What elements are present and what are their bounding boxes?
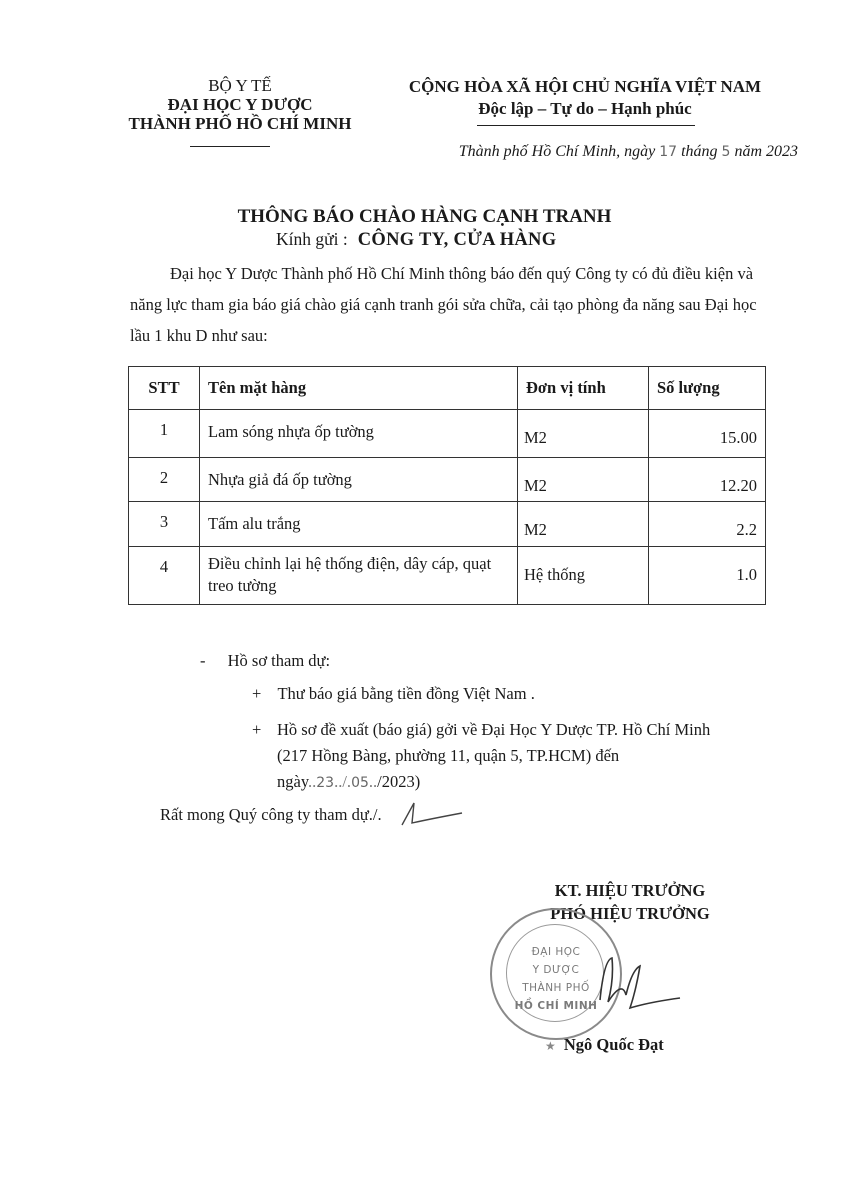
- plus-bullet: +: [252, 720, 262, 739]
- issuer-block: [105, 76, 375, 133]
- stamp-line4: HỒ CHÍ MINH: [514, 1000, 598, 1012]
- header-unit: Đơn vị tính: [518, 367, 649, 410]
- deadline-month: 05: [351, 775, 369, 791]
- date-month: 5: [721, 144, 731, 160]
- signatory-name-line: [545, 1035, 664, 1055]
- row-unit: Hệ thống: [518, 547, 649, 605]
- submission-line1: Hồ sơ đề xuất (báo giá) gởi về Đại Học Y Dược TP. Hồ Chí Minh: [277, 720, 711, 739]
- stamp-line1: ĐẠI HỌC: [531, 946, 581, 958]
- row-quantity: 2.2: [649, 502, 766, 547]
- header-quantity: Số lượng: [649, 367, 766, 410]
- row-stt: 4: [129, 547, 200, 605]
- header-stt: STT: [129, 367, 200, 410]
- table-header-row: [129, 367, 766, 410]
- dash-bullet: -: [200, 651, 206, 670]
- row-stt: 3: [129, 502, 200, 547]
- row-item-name: Tấm alu trắng: [200, 502, 518, 547]
- row-unit: M2: [518, 458, 649, 502]
- row-item-name: Điều chỉnh lại hệ thống điện, dây cáp, quạt treo tường: [200, 547, 518, 605]
- issuer-underline: [190, 146, 270, 147]
- requirement-text: Thư báo giá bằng tiền đồng Việt Nam .: [277, 684, 535, 703]
- deadline-year: 2023: [381, 772, 415, 791]
- header-item-name: Tên mặt hàng: [200, 367, 518, 410]
- initials-scribble: [390, 795, 470, 835]
- submission-line2: (217 Hồng Bàng, phường 11, quận 5, TP.HCM) đến: [277, 746, 620, 765]
- recipient-name: CÔNG TY, CỬA HÀNG: [357, 230, 557, 250]
- submission-deadline: ngày..23../.05../2023): [277, 772, 421, 791]
- date-day: 17: [659, 144, 678, 160]
- ministry-name: BỘ Y TẾ: [208, 76, 272, 95]
- signatory-line1: KT. HIỆU TRƯỞNG: [554, 881, 706, 900]
- motto-underline: [477, 125, 695, 126]
- row-item-name: Nhựa giả đá ốp tường: [200, 458, 518, 502]
- signatory-name: Ngô Quốc Đạt: [563, 1035, 664, 1054]
- table-row: [129, 458, 766, 502]
- recipient-label: Kính gửi :: [276, 229, 348, 249]
- signatory-line2: PHÓ HIỆU TRƯỞNG: [550, 904, 710, 923]
- date-month-label: tháng: [681, 143, 718, 160]
- deadline-prefix: ngày: [277, 772, 309, 791]
- national-motto: Độc lập – Tự do – Hạnh phúc: [478, 99, 692, 118]
- stamp-line3: THÀNH PHỐ: [522, 982, 590, 994]
- row-quantity: 15.00: [649, 410, 766, 458]
- table-row: [129, 502, 766, 547]
- row-unit: M2: [518, 410, 649, 458]
- items-table: [128, 366, 766, 605]
- requirement-item: [252, 681, 535, 707]
- requirement-submission: [277, 717, 777, 796]
- plus-bullet: +: [252, 684, 262, 703]
- deadline-day: 23: [316, 775, 335, 791]
- notice-title: THÔNG BÁO CHÀO HÀNG CẠNH TRANH: [237, 206, 612, 227]
- star-icon: ★: [545, 1039, 556, 1053]
- closing-line: Rất mong Quý công ty tham dự./.: [160, 805, 382, 824]
- row-unit: M2: [518, 502, 649, 547]
- date-year: năm 2023: [734, 143, 798, 160]
- table-row: [129, 410, 766, 458]
- handwritten-signature: [570, 940, 690, 1030]
- row-item-name: Lam sóng nhựa ốp tường: [200, 410, 518, 458]
- national-header: [380, 76, 790, 120]
- notice-body: [130, 258, 770, 351]
- recipient-line: [276, 229, 556, 251]
- row-stt: 2: [129, 458, 200, 502]
- row-quantity: 1.0: [649, 547, 766, 605]
- date-prefix: Thành phố Hồ Chí Minh, ngày: [458, 143, 656, 160]
- stamp-line2: Y DƯỢC: [532, 964, 580, 976]
- university-name-line2: THÀNH PHỐ HỒ CHÍ MINH: [128, 114, 352, 133]
- requirement-item: [252, 717, 261, 743]
- table-row: [129, 547, 766, 605]
- country-name: CỘNG HÒA XÃ HỘI CHỦ NGHĨA VIỆT NAM: [408, 77, 762, 96]
- row-quantity: 12.20: [649, 458, 766, 502]
- notice-body-text: Đại học Y Dược Thành phố Hồ Chí Minh thông báo đến quý Công ty có đủ điều kiện và năng lực tham gia báo giá chào giá cạnh tranh gói sửa chữa, cải tạo phòng đa năng sau Đại học lầu 1 khu D như sau:: [130, 264, 757, 345]
- university-name-line1: ĐẠI HỌC Y DƯỢC: [167, 95, 313, 114]
- requirements-label: Hồ sơ tham dự:: [227, 651, 331, 670]
- row-stt: 1: [129, 410, 200, 458]
- requirements-heading: [200, 648, 330, 674]
- date-line: [380, 143, 798, 161]
